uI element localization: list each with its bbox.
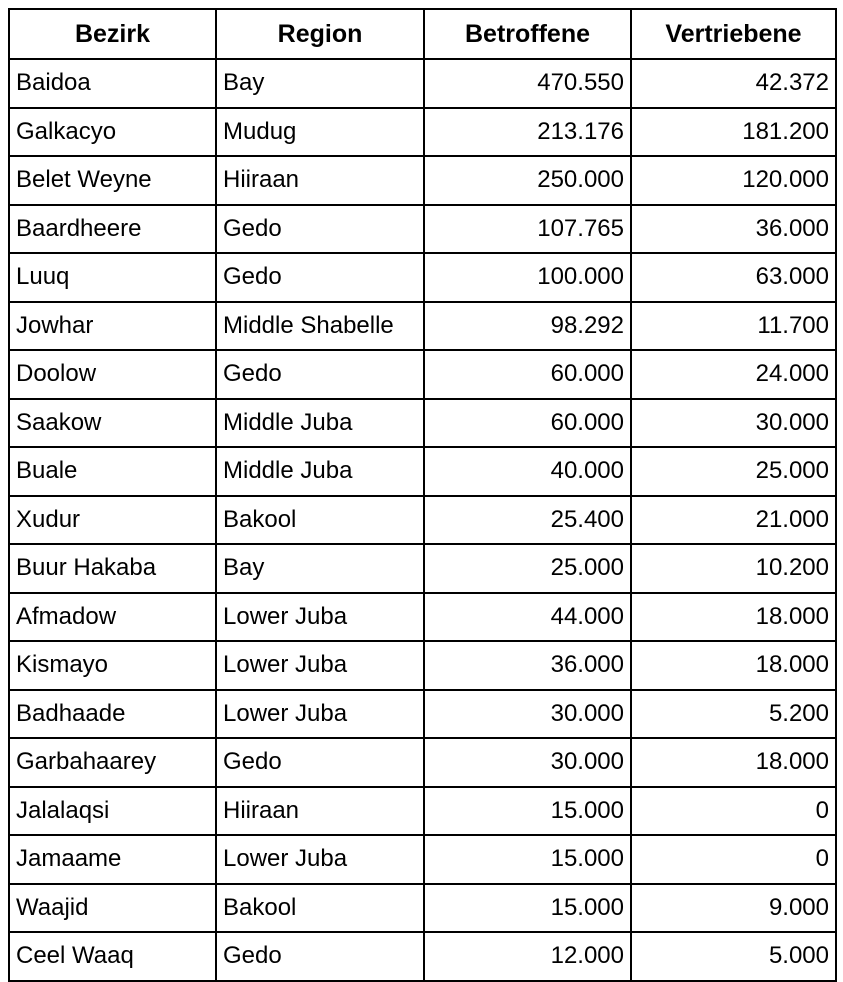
cell-betroffene: 60.000	[424, 350, 631, 399]
cell-region: Bakool	[216, 496, 424, 545]
cell-vertriebene: 18.000	[631, 738, 836, 787]
cell-region: Bakool	[216, 884, 424, 933]
cell-region: Lower Juba	[216, 641, 424, 690]
cell-bezirk: Xudur	[9, 496, 216, 545]
cell-region: Gedo	[216, 350, 424, 399]
cell-region: Lower Juba	[216, 690, 424, 739]
cell-bezirk: Ceel Waaq	[9, 932, 216, 981]
cell-betroffene: 44.000	[424, 593, 631, 642]
cell-region: Gedo	[216, 253, 424, 302]
cell-betroffene: 30.000	[424, 738, 631, 787]
table-row	[9, 738, 836, 787]
table-row	[9, 884, 836, 933]
table-header	[9, 9, 836, 59]
cell-bezirk: Jamaame	[9, 835, 216, 884]
cell-vertriebene: 0	[631, 835, 836, 884]
cell-vertriebene: 18.000	[631, 593, 836, 642]
table-row	[9, 544, 836, 593]
cell-bezirk: Jowhar	[9, 302, 216, 351]
cell-vertriebene: 21.000	[631, 496, 836, 545]
table-row	[9, 932, 836, 981]
cell-region: Hiiraan	[216, 787, 424, 836]
table-row	[9, 690, 836, 739]
table-body	[9, 59, 836, 981]
cell-region: Lower Juba	[216, 593, 424, 642]
cell-region: Mudug	[216, 108, 424, 157]
cell-vertriebene: 30.000	[631, 399, 836, 448]
cell-region: Bay	[216, 59, 424, 108]
cell-bezirk: Garbahaarey	[9, 738, 216, 787]
header-cell-betroffene: Betroffene	[424, 9, 631, 59]
cell-betroffene: 12.000	[424, 932, 631, 981]
cell-bezirk: Saakow	[9, 399, 216, 448]
header-cell-bezirk: Bezirk	[9, 9, 216, 59]
cell-vertriebene: 5.200	[631, 690, 836, 739]
cell-vertriebene: 11.700	[631, 302, 836, 351]
cell-betroffene: 100.000	[424, 253, 631, 302]
cell-vertriebene: 63.000	[631, 253, 836, 302]
cell-region: Hiiraan	[216, 156, 424, 205]
cell-vertriebene: 18.000	[631, 641, 836, 690]
cell-vertriebene: 120.000	[631, 156, 836, 205]
cell-bezirk: Baardheere	[9, 205, 216, 254]
cell-betroffene: 98.292	[424, 302, 631, 351]
cell-bezirk: Belet Weyne	[9, 156, 216, 205]
cell-region: Middle Juba	[216, 447, 424, 496]
table-row	[9, 156, 836, 205]
cell-betroffene: 60.000	[424, 399, 631, 448]
cell-vertriebene: 10.200	[631, 544, 836, 593]
header-cell-vertriebene: Vertriebene	[631, 9, 836, 59]
cell-region: Lower Juba	[216, 835, 424, 884]
cell-betroffene: 25.000	[424, 544, 631, 593]
cell-betroffene: 30.000	[424, 690, 631, 739]
cell-betroffene: 36.000	[424, 641, 631, 690]
table-row	[9, 399, 836, 448]
cell-bezirk: Doolow	[9, 350, 216, 399]
table-row	[9, 447, 836, 496]
cell-bezirk: Baidoa	[9, 59, 216, 108]
table-row	[9, 787, 836, 836]
cell-bezirk: Waajid	[9, 884, 216, 933]
cell-bezirk: Jalalaqsi	[9, 787, 216, 836]
cell-bezirk: Badhaade	[9, 690, 216, 739]
table-row	[9, 641, 836, 690]
cell-bezirk: Buur Hakaba	[9, 544, 216, 593]
cell-bezirk: Kismayo	[9, 641, 216, 690]
header-cell-region: Region	[216, 9, 424, 59]
cell-region: Bay	[216, 544, 424, 593]
cell-betroffene: 25.400	[424, 496, 631, 545]
cell-vertriebene: 24.000	[631, 350, 836, 399]
cell-betroffene: 15.000	[424, 787, 631, 836]
cell-betroffene: 15.000	[424, 835, 631, 884]
cell-vertriebene: 0	[631, 787, 836, 836]
table-row	[9, 835, 836, 884]
table-row	[9, 205, 836, 254]
cell-vertriebene: 9.000	[631, 884, 836, 933]
cell-betroffene: 470.550	[424, 59, 631, 108]
districts-table	[8, 8, 837, 982]
cell-vertriebene: 42.372	[631, 59, 836, 108]
cell-bezirk: Luuq	[9, 253, 216, 302]
cell-vertriebene: 36.000	[631, 205, 836, 254]
table-row	[9, 593, 836, 642]
cell-region: Gedo	[216, 932, 424, 981]
cell-betroffene: 15.000	[424, 884, 631, 933]
table-row	[9, 59, 836, 108]
cell-betroffene: 107.765	[424, 205, 631, 254]
cell-bezirk: Galkacyo	[9, 108, 216, 157]
cell-betroffene: 40.000	[424, 447, 631, 496]
cell-vertriebene: 181.200	[631, 108, 836, 157]
table-row	[9, 108, 836, 157]
table-row	[9, 496, 836, 545]
cell-region: Gedo	[216, 738, 424, 787]
cell-bezirk: Afmadow	[9, 593, 216, 642]
cell-betroffene: 250.000	[424, 156, 631, 205]
cell-region: Gedo	[216, 205, 424, 254]
cell-region: Middle Shabelle	[216, 302, 424, 351]
cell-betroffene: 213.176	[424, 108, 631, 157]
table-row	[9, 253, 836, 302]
cell-region: Middle Juba	[216, 399, 424, 448]
table-row	[9, 302, 836, 351]
cell-vertriebene: 5.000	[631, 932, 836, 981]
header-row	[9, 9, 836, 59]
table-row	[9, 350, 836, 399]
cell-bezirk: Buale	[9, 447, 216, 496]
cell-vertriebene: 25.000	[631, 447, 836, 496]
